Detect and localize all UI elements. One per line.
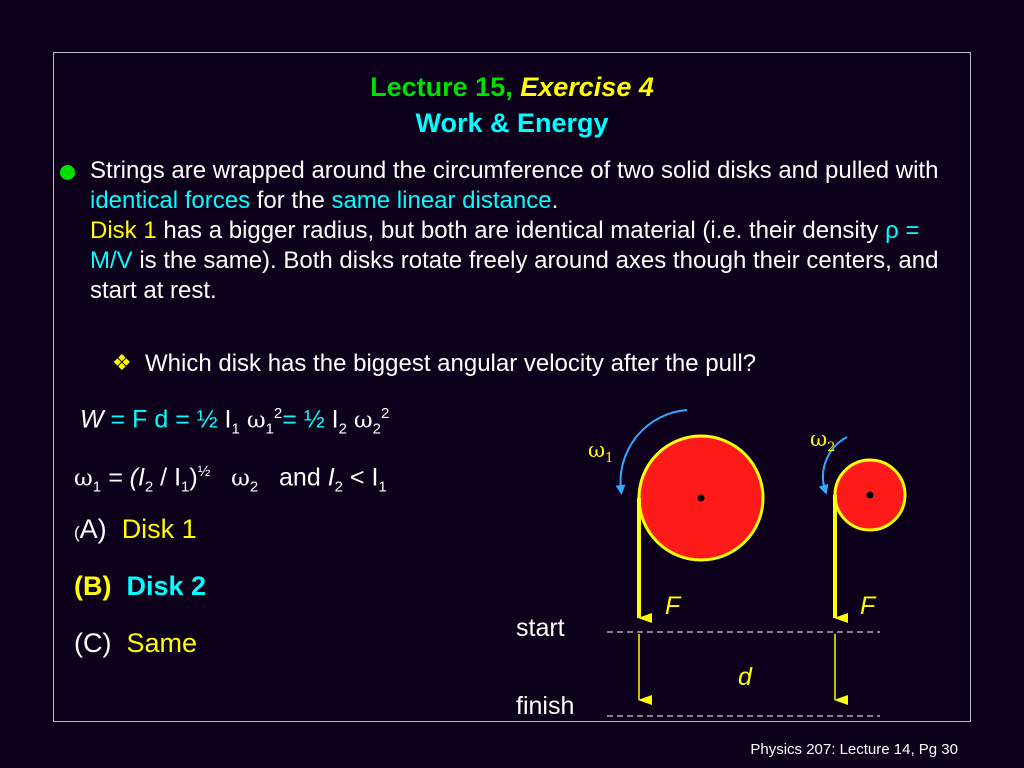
eq1-d: d (147, 405, 169, 434)
eq2-I: I (137, 463, 145, 492)
eq2-sup-half: ½ (197, 463, 211, 480)
omega1-label: $\omega_1$ (588, 438, 614, 467)
statement-part-4: is the same). Both disks rotate freely around axes though their centers, and start at rest. (90, 247, 939, 304)
eq1-equals3: = (282, 405, 304, 434)
eq2-sub1: 1 (92, 478, 102, 496)
statement-part-2: for the (250, 187, 332, 214)
force-label-1: F (665, 592, 681, 620)
finish-label: finish (516, 692, 575, 720)
distance-label: d (738, 663, 752, 691)
eq1-sub2: 2 (338, 420, 347, 438)
eq2-omega: ω (74, 465, 93, 492)
choice-a-answer: Disk 1 (121, 514, 197, 544)
eq2-I2: I (327, 463, 335, 492)
eq1-sub-w2: 2 (372, 420, 381, 438)
eq1-F: F (132, 405, 148, 434)
disk-2-center (867, 492, 874, 499)
eq1-half: ½ (196, 405, 218, 434)
eq1-omega2: ω (353, 407, 373, 434)
start-label: start (516, 614, 565, 642)
eq1-W: W (80, 405, 104, 434)
eq1-sub-w1: 1 (265, 420, 274, 438)
statement-part-3: has a bigger radius, but both are identical material (i.e. their density (156, 217, 886, 244)
eq1-sub1: 1 (231, 420, 240, 438)
eq1-I2: I (324, 405, 339, 434)
diamond-bullet-icon: ❖ (112, 350, 132, 375)
statement-period: . (551, 187, 559, 214)
identical-forces-text: identical forces (90, 187, 251, 214)
slide-footer: Physics 207: Lecture 14, Pg 30 (750, 741, 958, 758)
choice-b-label: (B) (74, 571, 112, 601)
choice-a-label: A) (79, 514, 107, 544)
choice-b-answer: Disk 2 (126, 571, 207, 601)
eq1-sup2b: 2 (380, 405, 390, 422)
eq2-sub2: 2 (144, 478, 154, 496)
eq1-half2: ½ (303, 405, 325, 434)
question-text: Which disk has the biggest angular velocity after the pull? (145, 350, 757, 377)
statement-part-1: Strings are wrapped around the circumference of two solid disks and pulled with (90, 157, 939, 184)
same-linear-distance-text: same linear distance (331, 187, 552, 214)
eq2-close: ) (189, 463, 198, 492)
title-exercise: Exercise 4 (520, 72, 654, 102)
slide-subtitle: Work & Energy (415, 108, 609, 138)
choice-c-label: (C) (74, 628, 112, 658)
choice-c-answer: Same (126, 628, 198, 658)
eq1-sup2: 2 (273, 405, 283, 422)
omega2-label: $\omega_2$ (810, 427, 836, 456)
disk1-text: Disk 1 (90, 217, 157, 244)
title-lecture: Lecture 15, (370, 72, 513, 102)
disk-1-center (698, 495, 705, 502)
force-label-2: F (860, 592, 876, 620)
eq1-I: I (217, 405, 232, 434)
eq2-sub6: 1 (378, 478, 387, 496)
eq2-slash: / I (153, 463, 182, 492)
eq2-sub5: 2 (334, 478, 343, 496)
choice-a-paren: ( (74, 523, 80, 542)
eq2-sub4: 2 (249, 478, 259, 496)
eq2-omega2: ω (231, 465, 250, 492)
eq2-equals: = ( (101, 463, 138, 492)
eq2-sub3: 1 (181, 478, 190, 496)
eq1-omega: ω (246, 407, 266, 434)
eq2-lt: < I (342, 463, 379, 492)
eq1-equals: = (103, 405, 133, 434)
density-formula: ρ = M/V (90, 217, 920, 274)
eq1-equals2: = (168, 405, 197, 434)
eq2-and: and (279, 463, 328, 492)
